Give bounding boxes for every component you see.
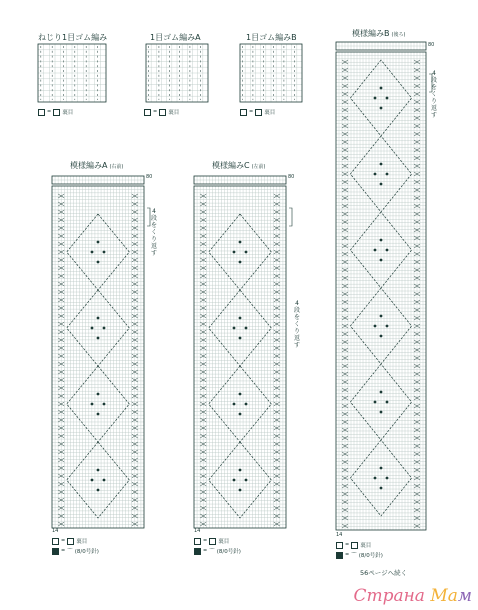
pattern-b-bobble <box>380 163 383 166</box>
pattern-b-bobble <box>380 391 383 394</box>
crochet-hook-icon: ⌒ <box>67 549 73 555</box>
pattern-a-bobble <box>103 251 106 254</box>
pattern-c-bobble <box>239 261 242 264</box>
pattern-b-body-grid <box>336 52 426 530</box>
pattern-a-bobble <box>97 337 100 340</box>
legend-b-hook-label: (8/0号針) <box>358 553 383 559</box>
pattern-b-bobble <box>380 487 383 490</box>
legend-twisted-label: 裏目 <box>62 110 74 116</box>
pattern-c-body-grid <box>194 186 286 528</box>
continued-note: 56ページへ続く <box>360 569 408 577</box>
legend-c-purl-label: 裏目 <box>218 539 230 545</box>
chart-title-rib-b: 1目ゴム編みB <box>246 33 297 42</box>
purl-symbol-icon <box>209 538 216 545</box>
rib-a-grid <box>146 44 208 102</box>
pattern-c-bobble <box>239 241 242 244</box>
legend-rib-a-label: 裏目 <box>168 110 180 116</box>
pattern-b-bobble <box>386 249 389 252</box>
chart-title-pattern-b <box>352 28 405 39</box>
pattern-b-bobble <box>380 259 383 262</box>
legend-pattern-a-purl: = 裏目 <box>52 537 87 545</box>
legend-rib-b-label: 裏目 <box>264 110 276 116</box>
repeat-note-pattern-a: 4段をくり返す <box>150 208 157 257</box>
pattern-c-bobble <box>239 413 242 416</box>
pattern-b-bobble <box>386 401 389 404</box>
bobble-symbol-icon <box>52 548 59 555</box>
legend-rib-b: = 裏目 <box>240 108 275 116</box>
legend-pattern-a-bobble: = ⌒ (8/0号針) <box>52 547 99 555</box>
pattern-b-bobble <box>380 87 383 90</box>
pattern-b-bobble <box>386 325 389 328</box>
pattern-a-bobble <box>97 241 100 244</box>
pattern-c-subtitle: (左前) <box>251 164 266 170</box>
legend-a-purl-label: 裏目 <box>76 539 88 545</box>
pattern-c-bobble <box>239 317 242 320</box>
bobble-symbol-icon <box>194 548 201 555</box>
purl-symbol-icon <box>255 109 262 116</box>
pattern-b-bobble <box>374 477 377 480</box>
pattern-c-header-band <box>194 176 286 184</box>
pattern-a-bobble <box>97 261 100 264</box>
pattern-a-bobble <box>103 479 106 482</box>
site-watermark-logo <box>353 586 472 606</box>
legend-pattern-c-purl: = 裏目 <box>194 537 229 545</box>
pattern-a-bobble <box>97 413 100 416</box>
pattern-a-bobble <box>91 327 94 330</box>
pattern-b-bobble <box>374 325 377 328</box>
chart-title-pattern-c <box>212 160 266 171</box>
pattern-c-bobble <box>233 403 236 406</box>
pattern-c-bobble <box>233 479 236 482</box>
empty-cell-icon <box>194 538 201 545</box>
pattern-a-bottom-label: 14 <box>52 528 59 534</box>
pattern-b-bobble <box>380 315 383 318</box>
purl-symbol-icon <box>351 542 358 549</box>
legend-pattern-c-bobble: = ⌒ (8/0号針) <box>194 547 241 555</box>
pattern-a-bobble <box>103 403 106 406</box>
pattern-b-bobble <box>374 173 377 176</box>
pattern-b-top-row: 80 <box>428 42 435 48</box>
legend-twisted-rib: = 裏目 <box>38 108 73 116</box>
twisted-rib-grid <box>38 44 106 102</box>
rib-b-grid <box>240 44 302 102</box>
empty-cell-icon <box>336 542 343 549</box>
repeat-note-pattern-c: 4段をくり返す <box>293 300 300 349</box>
pattern-b-subtitle: (後ろ) <box>391 32 406 38</box>
pattern-a-bobble <box>97 393 100 396</box>
pattern-a-bobble <box>97 469 100 472</box>
empty-cell-icon <box>38 109 45 116</box>
chart-title-twisted-rib: ねじり1目ゴム編み <box>38 33 108 42</box>
pattern-a-bobble <box>91 479 94 482</box>
pattern-b-bobble <box>380 107 383 110</box>
pattern-a-bobble <box>103 327 106 330</box>
watermark-word-2b: м <box>457 586 472 606</box>
pattern-b-bobble <box>386 173 389 176</box>
pattern-c-bobble <box>245 479 248 482</box>
pattern-b-bobble <box>386 97 389 100</box>
empty-cell-icon <box>52 538 59 545</box>
pattern-b-bobble <box>374 249 377 252</box>
pattern-c-bobble <box>239 489 242 492</box>
pattern-b-bobble <box>374 97 377 100</box>
pattern-b-title: 模様編みB <box>352 29 390 38</box>
pattern-b-bobble <box>380 411 383 414</box>
pattern-c-bobble <box>245 251 248 254</box>
legend-rib-a: = 裏目 <box>144 108 179 116</box>
pattern-b-bottom-label: 14 <box>336 532 343 538</box>
pattern-a-bobble <box>91 251 94 254</box>
pattern-b-header-band <box>336 42 426 50</box>
pattern-c-bobble <box>239 393 242 396</box>
legend-pattern-b-purl: = 裏目 <box>336 541 371 549</box>
chart-title-pattern-a <box>70 160 123 171</box>
pattern-b-bobble <box>386 477 389 480</box>
pattern-c-bobble <box>239 337 242 340</box>
crochet-hook-icon: ⌒ <box>209 549 215 555</box>
watermark-word-2a: Ма <box>430 586 458 606</box>
pattern-a-header-band <box>52 176 144 184</box>
pattern-b-bobble <box>380 183 383 186</box>
pattern-a-bobble <box>91 403 94 406</box>
pattern-c-bobble <box>233 327 236 330</box>
legend-c-hook-label: (8/0号針) <box>216 549 241 555</box>
pattern-c-title: 模様編みC <box>212 161 250 170</box>
purl-symbol-icon <box>67 538 74 545</box>
pattern-c-bobble <box>233 251 236 254</box>
legend-a-hook-label: (8/0号針) <box>74 549 99 555</box>
pattern-b-bobble <box>380 239 383 242</box>
purl-symbol-icon <box>53 109 60 116</box>
pattern-b-bobble <box>380 335 383 338</box>
crochet-hook-icon: ⌒ <box>351 553 357 559</box>
pattern-a-subtitle: (右前) <box>109 164 124 170</box>
pattern-a-top-row: 80 <box>146 174 153 180</box>
watermark-word-1: Страна <box>353 586 425 606</box>
pattern-c-bottom-label: 14 <box>194 528 201 534</box>
pattern-a-bobble <box>97 317 100 320</box>
pattern-a-body-grid <box>52 186 144 528</box>
chart-title-rib-a: 1目ゴム編みA <box>150 33 201 42</box>
legend-pattern-b-bobble: = ⌒ (8/0号針) <box>336 551 383 559</box>
legend-b-purl-label: 裏目 <box>360 543 372 549</box>
pattern-c-top-row: 80 <box>288 174 295 180</box>
pattern-a-bobble <box>97 489 100 492</box>
pattern-c-bobble <box>239 469 242 472</box>
purl-symbol-icon <box>159 109 166 116</box>
pattern-b-bobble <box>380 467 383 470</box>
pattern-b-bobble <box>374 401 377 404</box>
pattern-a-title: 模様編みA <box>70 161 108 170</box>
empty-cell-icon <box>144 109 151 116</box>
bobble-symbol-icon <box>336 552 343 559</box>
repeat-note-pattern-b: 4段をくり返す <box>430 70 437 119</box>
pattern-c-bobble <box>245 403 248 406</box>
pattern-c-bobble <box>245 327 248 330</box>
empty-cell-icon <box>240 109 247 116</box>
pattern-c-repeat-bracket <box>289 208 292 226</box>
